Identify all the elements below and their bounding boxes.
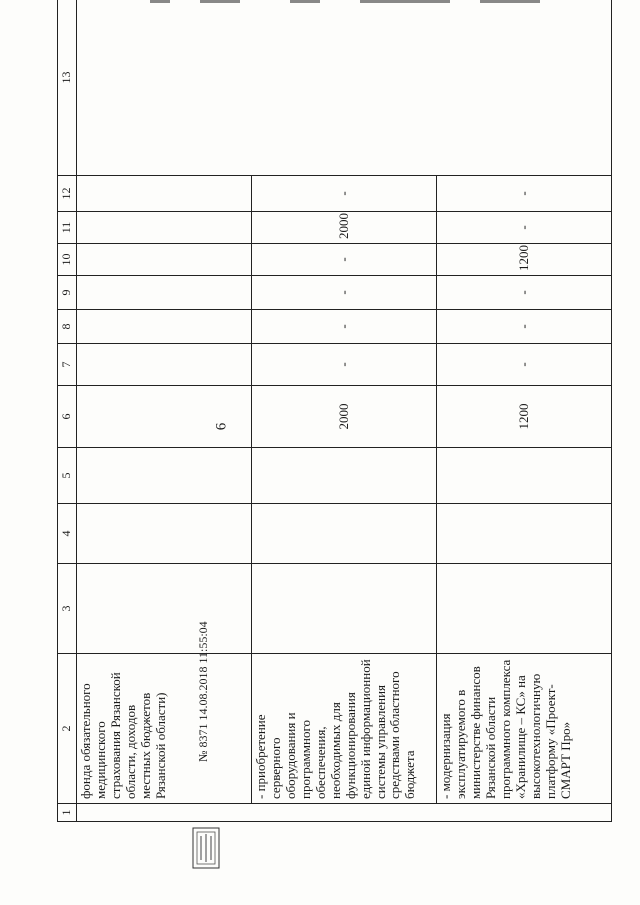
value-cell xyxy=(77,310,252,344)
registration-stamp-text: № 8371 14.08.2018 11:55:04 xyxy=(196,621,210,762)
value-cell xyxy=(252,504,437,564)
header-row xyxy=(58,0,77,822)
value-cell: - xyxy=(252,244,437,276)
column-header: 5 xyxy=(58,448,77,504)
column-header: 4 xyxy=(58,504,77,564)
value-cell xyxy=(77,564,252,654)
value-cell xyxy=(77,386,252,448)
column-header: 1 xyxy=(58,804,77,822)
value-cell: - xyxy=(437,344,612,386)
value-cell: - xyxy=(437,176,612,212)
notes-cell xyxy=(77,0,612,176)
value-cell xyxy=(437,504,612,564)
column-header: 8 xyxy=(58,310,77,344)
document-seal-icon xyxy=(191,826,221,870)
value-cell: - xyxy=(252,310,437,344)
description-cell: - модернизация эксплуатируемого в министерстве финансов Рязанской области программного комплекса «Хранилище – КС» на высокотехнологичную платформу «Проект-СМАРТ Про» xyxy=(437,654,612,804)
column-header: 13 xyxy=(58,0,77,176)
value-cell xyxy=(77,448,252,504)
value-cell xyxy=(77,212,252,244)
description-cell: - приобретение серверного оборудования и программного обеспечения, необходимых для функционирования единой информационной системы управления средствами областного бюджета xyxy=(252,654,437,804)
value-cell: 2000 xyxy=(252,386,437,448)
column-header: 12 xyxy=(58,176,77,212)
value-cell: - xyxy=(252,176,437,212)
value-cell: 1200 xyxy=(437,386,612,448)
column-header: 9 xyxy=(58,276,77,310)
description-cell: фонда обязательного медицинского страхования Рязанской области, доходов местных бюджетов Рязанской области) xyxy=(77,654,252,804)
column-header: 7 xyxy=(58,344,77,386)
column-header: 3 xyxy=(58,564,77,654)
value-cell: - xyxy=(437,276,612,310)
value-cell xyxy=(77,244,252,276)
value-cell xyxy=(77,344,252,386)
value-cell: - xyxy=(437,310,612,344)
value-cell: - xyxy=(252,276,437,310)
column-header: 10 xyxy=(58,244,77,276)
value-cell xyxy=(77,504,252,564)
value-cell xyxy=(77,176,252,212)
value-cell xyxy=(252,564,437,654)
column-header: 2 xyxy=(58,654,77,804)
value-cell: 1200 xyxy=(437,244,612,276)
column-header: 11 xyxy=(58,212,77,244)
value-cell xyxy=(77,276,252,310)
budget-table-rotated xyxy=(57,0,599,822)
value-cell: - xyxy=(252,344,437,386)
table-row xyxy=(77,0,252,822)
column-header: 6 xyxy=(58,386,77,448)
page-number: 6 xyxy=(213,422,230,431)
budget-table xyxy=(57,0,612,822)
row-number-cell xyxy=(77,804,612,822)
value-cell xyxy=(437,564,612,654)
value-cell: - xyxy=(437,212,612,244)
value-cell: 2000 xyxy=(252,212,437,244)
value-cell xyxy=(252,448,437,504)
value-cell xyxy=(437,448,612,504)
